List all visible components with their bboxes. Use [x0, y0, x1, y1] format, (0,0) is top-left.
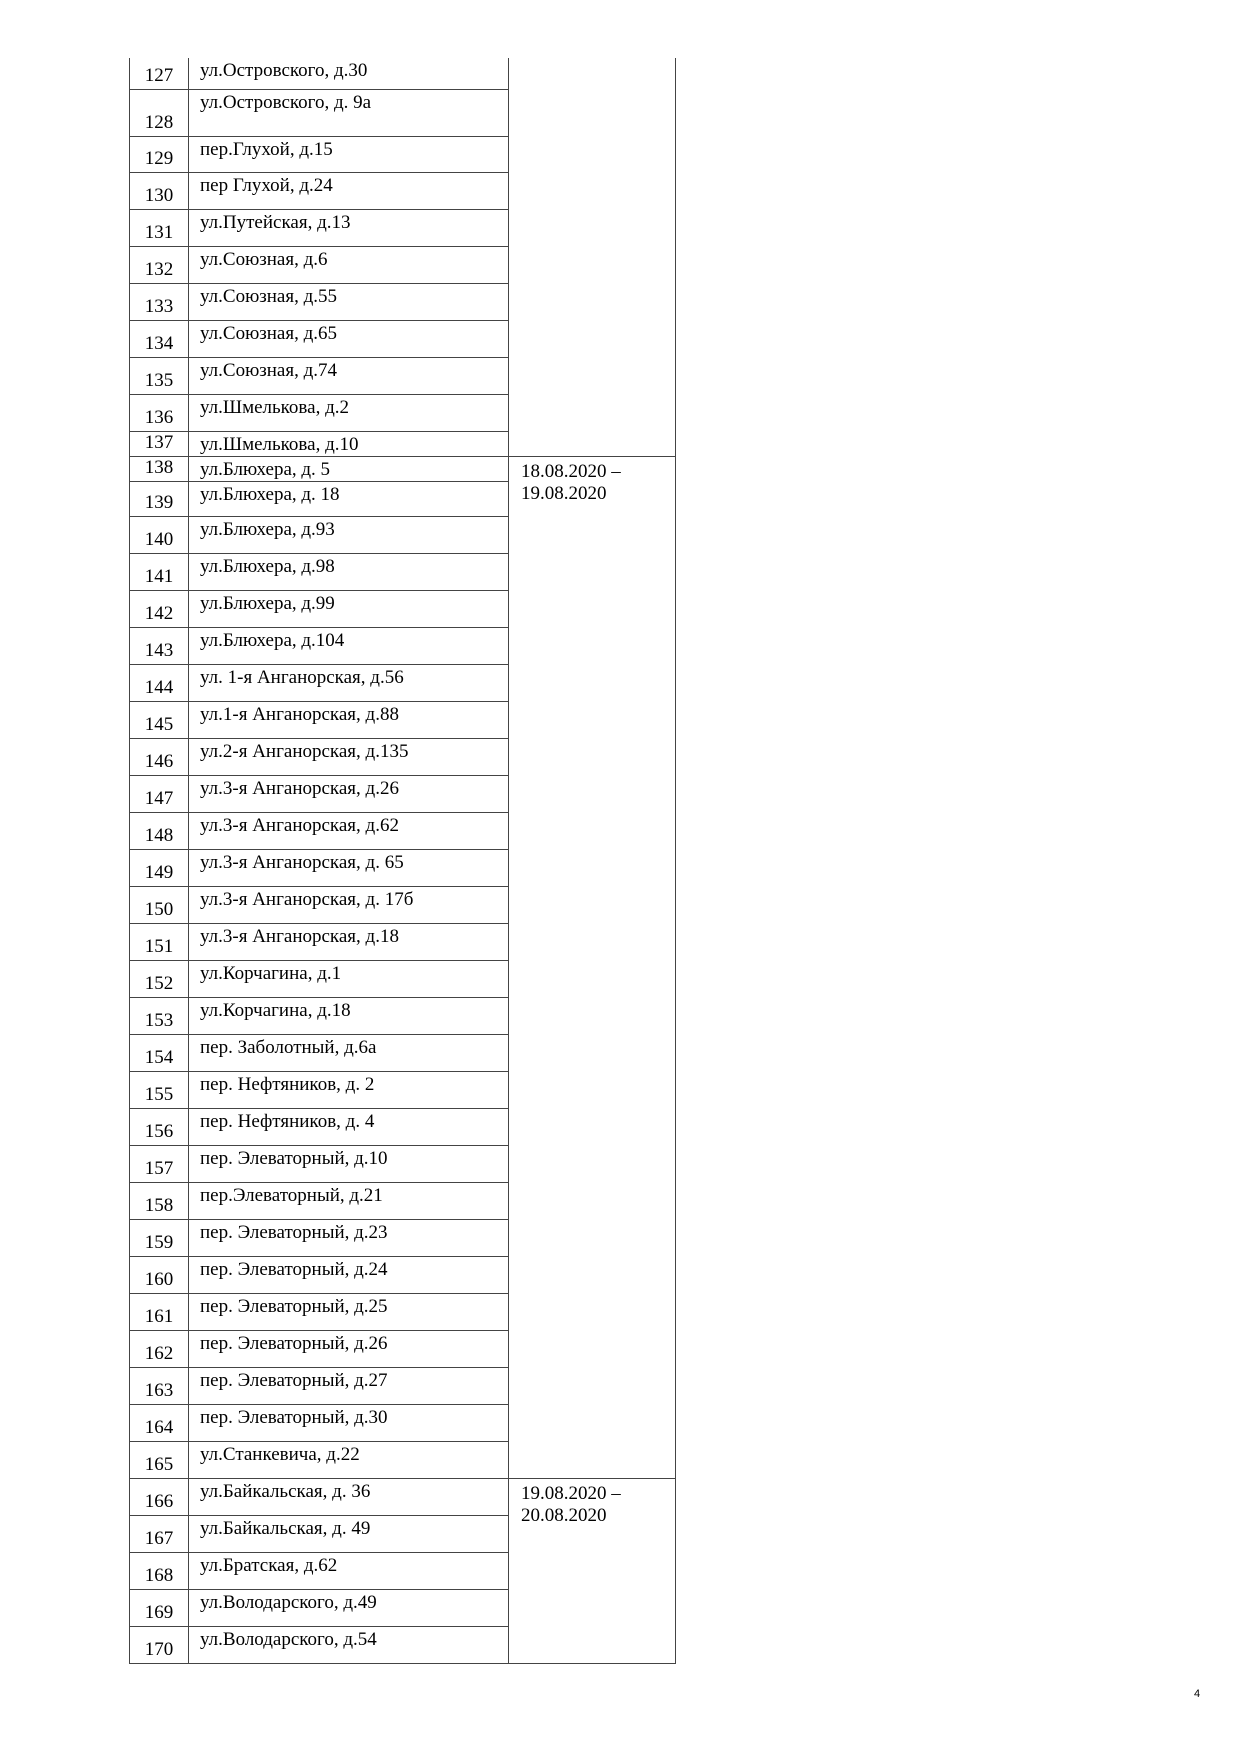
row-number: 130	[130, 172, 189, 209]
row-address: ул.Блюхера, д.99	[189, 590, 509, 627]
addresses-table	[129, 58, 676, 1664]
row-number: 151	[130, 923, 189, 960]
row-number: 129	[130, 136, 189, 172]
row-address: ул.1-я Анганорская, д.88	[189, 701, 509, 738]
row-address: ул.Островского, д. 9а	[189, 89, 509, 136]
row-address: ул.Блюхера, д.104	[189, 627, 509, 664]
row-address: ул.Корчагина, д.1	[189, 960, 509, 997]
row-address: пер. Заболотный, д.6а	[189, 1034, 509, 1071]
row-address: ул.Блюхера, д. 5	[189, 456, 509, 481]
row-number: 127	[130, 58, 189, 89]
row-address: пер. Элеваторный, д.24	[189, 1256, 509, 1293]
row-address: ул.Володарского, д.54	[189, 1626, 509, 1663]
row-address: ул.Союзная, д.6	[189, 246, 509, 283]
row-address: ул.3-я Анганорская, д.18	[189, 923, 509, 960]
row-address: ул.Володарского, д.49	[189, 1589, 509, 1626]
row-address: ул.Блюхера, д. 18	[189, 481, 509, 516]
row-number: 154	[130, 1034, 189, 1071]
table-row	[130, 456, 676, 481]
date-range-cell: 19.08.2020 – 20.08.2020	[509, 1478, 676, 1663]
row-address: ул.Союзная, д.74	[189, 357, 509, 394]
row-address: ул.Путейская, д.13	[189, 209, 509, 246]
row-address: ул.Братская, д.62	[189, 1552, 509, 1589]
row-address: ул.Корчагина, д.18	[189, 997, 509, 1034]
table-row	[130, 58, 676, 89]
row-address: пер. Нефтяников, д. 4	[189, 1108, 509, 1145]
row-number: 132	[130, 246, 189, 283]
row-address: ул.Союзная, д.65	[189, 320, 509, 357]
row-number: 169	[130, 1589, 189, 1626]
row-number: 162	[130, 1330, 189, 1367]
row-number: 135	[130, 357, 189, 394]
row-address: пер. Элеваторный, д.26	[189, 1330, 509, 1367]
row-number: 149	[130, 849, 189, 886]
row-address: ул.3-я Анганорская, д. 65	[189, 849, 509, 886]
row-address: пер. Элеваторный, д.10	[189, 1145, 509, 1182]
table-row	[130, 1478, 676, 1515]
row-number: 158	[130, 1182, 189, 1219]
row-number: 163	[130, 1367, 189, 1404]
addresses-table-body	[130, 58, 676, 1663]
row-number: 147	[130, 775, 189, 812]
row-number: 170	[130, 1626, 189, 1663]
row-number: 161	[130, 1293, 189, 1330]
row-number: 150	[130, 886, 189, 923]
row-number: 139	[130, 481, 189, 516]
date-range-cell: 18.08.2020 – 19.08.2020	[509, 456, 676, 1478]
row-address: ул. 1-я Анганорская, д.56	[189, 664, 509, 701]
row-number: 137	[130, 431, 189, 456]
row-number: 143	[130, 627, 189, 664]
row-number: 164	[130, 1404, 189, 1441]
row-number: 166	[130, 1478, 189, 1515]
row-address: ул.Станкевича, д.22	[189, 1441, 509, 1478]
row-number: 160	[130, 1256, 189, 1293]
row-number: 134	[130, 320, 189, 357]
row-address: ул.Блюхера, д.98	[189, 553, 509, 590]
row-number: 156	[130, 1108, 189, 1145]
page-number: 4	[1194, 1688, 1201, 1700]
row-address: ул.3-я Анганорская, д. 17б	[189, 886, 509, 923]
row-address: ул.Байкальская, д. 36	[189, 1478, 509, 1515]
row-number: 128	[130, 89, 189, 136]
row-address: пер Глухой, д.24	[189, 172, 509, 209]
row-address: ул.3-я Анганорская, д.26	[189, 775, 509, 812]
row-number: 152	[130, 960, 189, 997]
row-address: ул.Байкальская, д. 49	[189, 1515, 509, 1552]
row-address: ул.3-я Анганорская, д.62	[189, 812, 509, 849]
row-number: 159	[130, 1219, 189, 1256]
row-address: пер. Элеваторный, д.30	[189, 1404, 509, 1441]
date-range-cell	[509, 58, 676, 456]
row-number: 140	[130, 516, 189, 553]
row-number: 136	[130, 394, 189, 431]
row-address: пер.Элеваторный, д.21	[189, 1182, 509, 1219]
row-address: пер.Глухой, д.15	[189, 136, 509, 172]
row-number: 144	[130, 664, 189, 701]
row-address: ул.Шмелькова, д.10	[189, 431, 509, 456]
row-number: 146	[130, 738, 189, 775]
row-number: 167	[130, 1515, 189, 1552]
row-number: 168	[130, 1552, 189, 1589]
row-number: 131	[130, 209, 189, 246]
row-number: 138	[130, 456, 189, 481]
row-address: пер. Нефтяников, д. 2	[189, 1071, 509, 1108]
row-number: 157	[130, 1145, 189, 1182]
row-address: ул.2-я Анганорская, д.135	[189, 738, 509, 775]
row-number: 142	[130, 590, 189, 627]
row-address: пер. Элеваторный, д.25	[189, 1293, 509, 1330]
row-address: ул.Союзная, д.55	[189, 283, 509, 320]
row-number: 165	[130, 1441, 189, 1478]
row-number: 153	[130, 997, 189, 1034]
row-address: пер. Элеваторный, д.23	[189, 1219, 509, 1256]
row-number: 133	[130, 283, 189, 320]
row-number: 148	[130, 812, 189, 849]
row-address: ул.Островского, д.30	[189, 58, 509, 89]
row-address: ул.Блюхера, д.93	[189, 516, 509, 553]
row-number: 155	[130, 1071, 189, 1108]
row-address: ул.Шмелькова, д.2	[189, 394, 509, 431]
row-number: 145	[130, 701, 189, 738]
row-address: пер. Элеваторный, д.27	[189, 1367, 509, 1404]
row-number: 141	[130, 553, 189, 590]
